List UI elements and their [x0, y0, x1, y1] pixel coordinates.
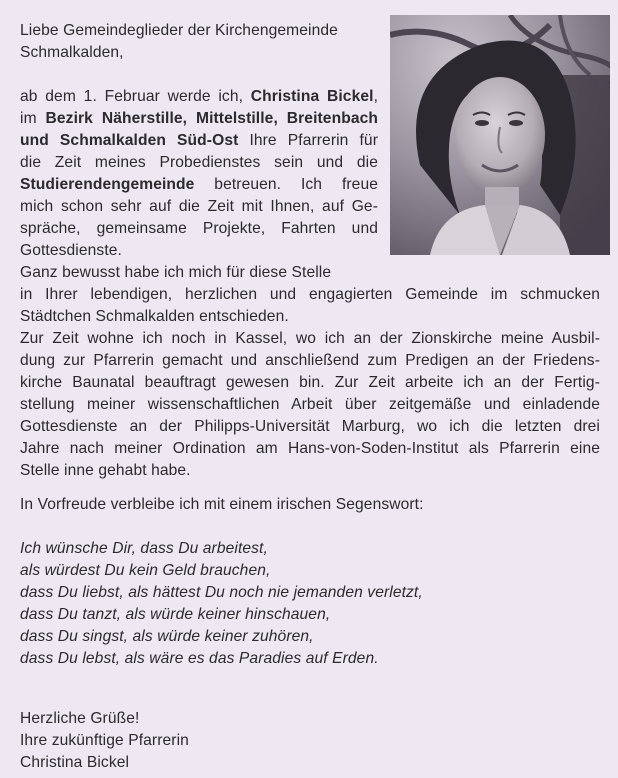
intro-line-1 — [20, 86, 378, 108]
body-line: Zur Zeit wohne ich noch in Kassel, wo ich an der Zionskirche meine Ausbil- — [20, 330, 600, 347]
body-line: dung zur Pfarrerin gemacht und anschließend zum Predigen an der Friedens- — [20, 352, 600, 369]
portrait-image — [390, 15, 610, 255]
blessing-lead-in: In Vorfreude verbleibe ich mit einem irischen Segenswort: — [20, 496, 424, 513]
intro-line-8: Gottesdienste. — [20, 242, 122, 259]
district-name: und Schmalkalden Süd-Ost — [20, 132, 239, 149]
intro-line-2 — [20, 108, 378, 130]
intro-line-5 — [20, 174, 378, 196]
blessing-line: Ich wünsche Dir, dass Du arbeitest, — [20, 540, 268, 557]
intro-text: , — [373, 88, 378, 105]
intro-text: im — [20, 110, 46, 127]
blessing-line: als würdest Du kein Geld brauchen, — [20, 562, 271, 579]
blessing-line: dass Du tanzt, als würde keiner hinschauen, — [20, 606, 331, 623]
signature-name: Christina Bickel — [20, 754, 130, 771]
intro-line-7: spräche, gemeinsame Projekte, Fahrten und — [20, 220, 378, 237]
district-name: Bezirk Näherstille, Mittelstille, Breitenbach — [45, 110, 378, 127]
greeting-line-2: Schmalkalden, — [20, 44, 124, 61]
blessing-line: dass Du singst, als würde keiner zuhören, — [20, 628, 314, 645]
intro-line-3 — [20, 130, 378, 152]
greeting-line-1: Liebe Gemeindeglieder der Kirchengemeinde — [20, 22, 338, 39]
closing-line: Ihre zukünftige Pfarrerin — [20, 732, 189, 749]
blessing-line: dass Du lebst, als wäre es das Paradies auf Erden. — [20, 650, 379, 667]
intro-text: betreuen. Ich freue — [194, 176, 378, 193]
congregation-name: Studierendengemeinde — [20, 176, 195, 193]
pastor-name: Christina Bickel — [250, 88, 374, 105]
body-line: stellung meiner wissenschaftlichen Arbeit über zeitgemäße und einladende — [20, 396, 600, 413]
closing-line: Herzliche Grüße! — [20, 710, 140, 727]
intro-text: Ihre Pfarrerin für — [238, 132, 378, 149]
intro-line-6: mich schon sehr auf die Zeit mit Ihnen, auf Ge- — [20, 198, 378, 215]
intro-text: ab dem 1. Februar werde ich, — [20, 88, 251, 105]
portrait-photo — [390, 15, 610, 255]
body-line: kirche Baunatal beauftragt gewesen bin. Zur Zeit arbeite ich an der Fertig- — [20, 374, 600, 391]
blessing-line: dass Du liebst, als hättest Du noch nie jemanden verletzt, — [20, 584, 423, 601]
body-line: in Ihrer lebendigen, herzlichen und engagierten Gemeinde im schmucken — [20, 286, 600, 303]
body-line: Jahre nach meiner Ordination am Hans-von-Soden-Institut als Pfarrerin eine — [20, 440, 600, 457]
body-line: Stelle inne gehabt habe. — [20, 462, 191, 479]
body-line: Gottesdienste an der Philipps-Universität Marburg, wo ich die letzten drei — [20, 418, 600, 435]
body-line: Städtchen Schmalkalden entschieden. — [20, 308, 289, 325]
intro-line-4: die Zeit meines Probedienstes sein und die — [20, 154, 378, 171]
body-line: Ganz bewusst habe ich mich für diese Stelle — [20, 264, 332, 281]
